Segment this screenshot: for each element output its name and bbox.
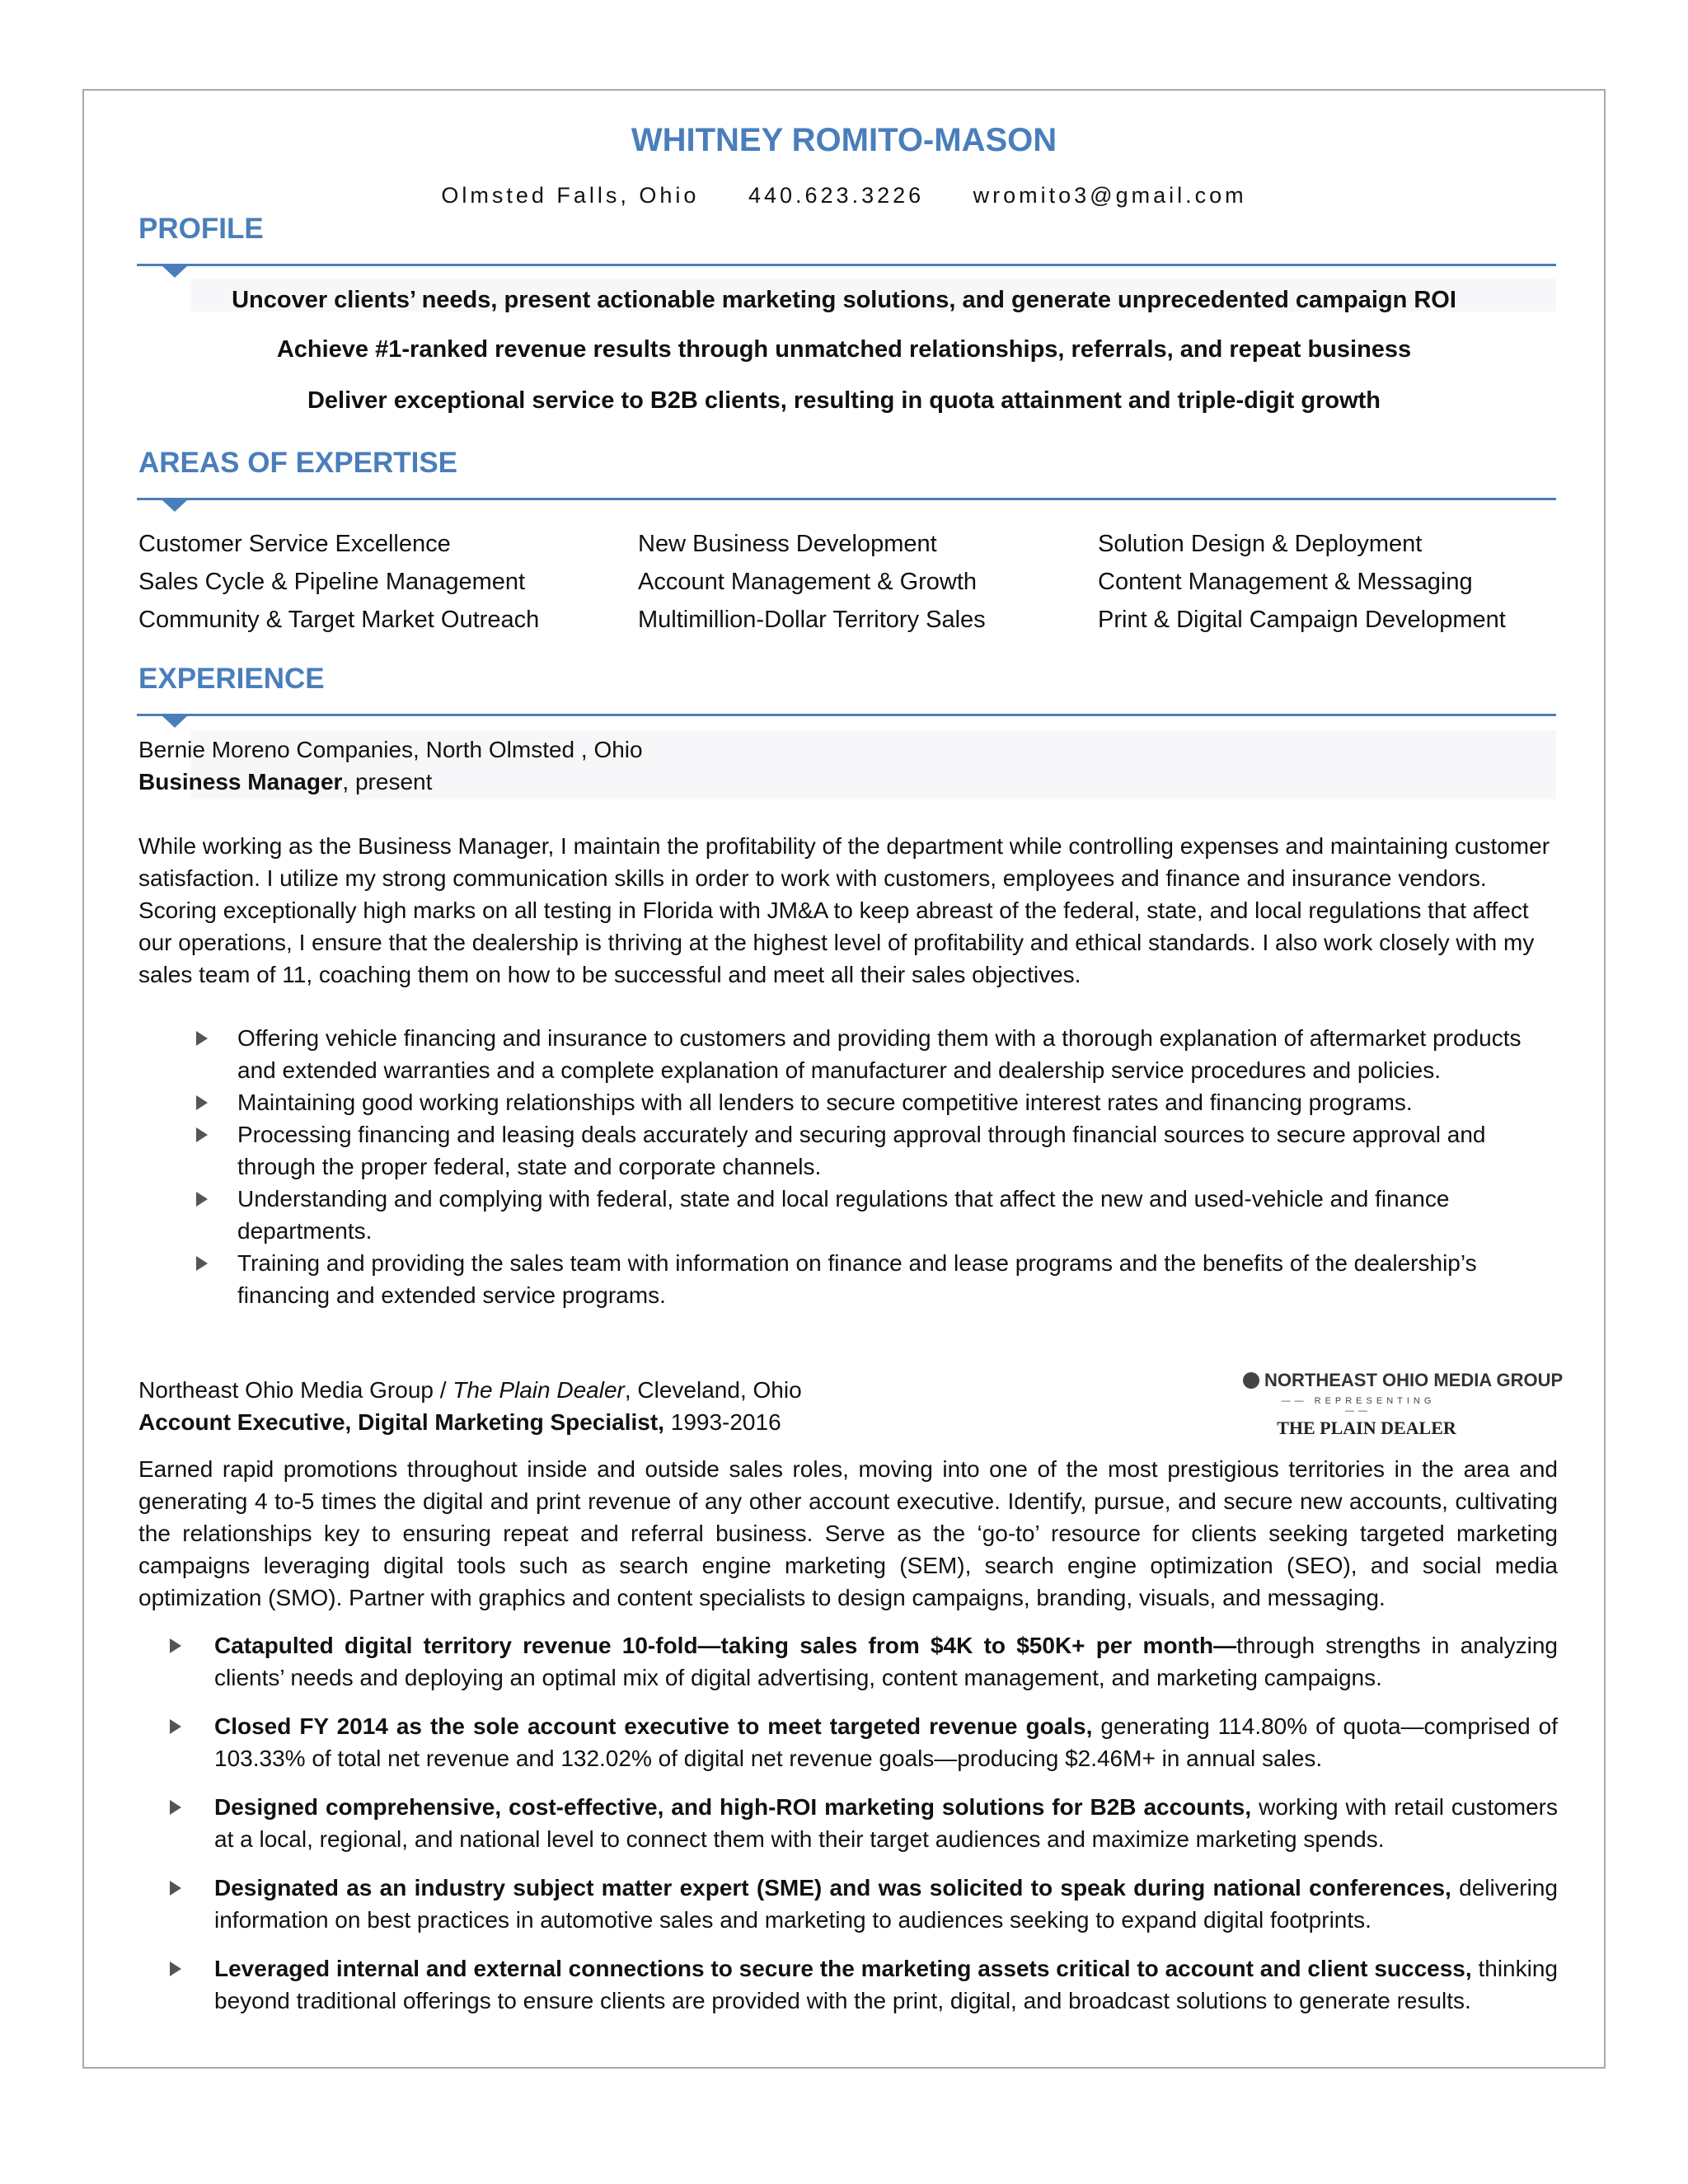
expertise-column-1	[138, 525, 633, 639]
expertise-item: Content Management & Messaging	[1098, 569, 1473, 595]
expertise-item: Print & Digital Campaign Development	[1098, 607, 1506, 633]
bullet-arrow-icon	[170, 1719, 181, 1734]
job2-bullet: Closed FY 2014 as the sole account executive to meet targeted revenue goals, generating 114.80% of quota—comprised of 103.33% of total net revenue and 132.02% of digital net revenue goals—producing $2.46M+ in annual sales.	[138, 1710, 1558, 1774]
job2-bullet: Designated as an industry subject matter expert (SME) and was solicited to speak during national conferences, delivering information on best practices in automotive sales and marketing to audiences seeking to expand digital footprints.	[138, 1872, 1558, 1936]
profile-line-2: Achieve #1-ranked revenue results through unmatched relationships, referrals, and repeat business	[276, 336, 1412, 363]
profile-marker-icon	[162, 265, 188, 278]
profile-rule	[137, 264, 1556, 266]
expertise-column-3	[1098, 525, 1559, 639]
contact-email[interactable]: wromito3@gmail.com	[973, 183, 1247, 208]
bullet-arrow-icon	[196, 1127, 208, 1142]
experience-heading: EXPERIENCE	[138, 663, 325, 695]
bullet-arrow-icon	[196, 1095, 208, 1110]
candidate-name: WHITNEY ROMITO-MASON	[631, 122, 1057, 158]
profile-line-1: Uncover clients’ needs, present actionable marketing solutions, and generate unprecedented campaign ROI	[232, 287, 1456, 313]
job1-bullet: Processing financing and leasing deals accurately and securing approval through financial sources to secure approval and through the proper federal, state and corporate channels.	[138, 1118, 1558, 1183]
contact-phone: 440.623.3226	[748, 183, 925, 208]
expertise-item: Community & Target Market Outreach	[138, 607, 540, 633]
contact-city: Olmsted Falls, Ohio	[441, 183, 700, 208]
bullet-arrow-icon	[170, 1881, 181, 1896]
job1-company: Bernie Moreno Companies, North Olmsted , Ohio	[138, 737, 643, 762]
job2-summary: Earned rapid promotions throughout inside and outside sales roles, moving into one of the most prestigious territories in the area and generating 4 to-5 times the digital and print revenue of any other account executive. Identify, pursue, and secure new accounts, cultivating the relationships key to ensuring repeat and referral business. Serve as the ‘go-to’ resource for clients seeking targeted marketing campaigns leveraging digital tools such as search engine marketing (SEM), search engine optimization (SEO), and social media optimization (SMO). Partner with graphics and content specialists to design campaigns, branding, visuals, and messaging.	[138, 1456, 1558, 1610]
expertise-item: Multimillion-Dollar Territory Sales	[638, 607, 986, 633]
job1-period: , present	[342, 769, 433, 794]
logo-plain-dealer: THE PLAIN DEALER	[1277, 1418, 1456, 1438]
experience-rule	[137, 714, 1556, 716]
bullet-arrow-icon	[196, 1031, 208, 1046]
job1-title-line	[138, 766, 1540, 798]
job1-bullet: Maintaining good working relationships with all lenders to secure competitive interest rates and financing programs.	[138, 1086, 1558, 1118]
expertise-item: New Business Development	[638, 531, 937, 557]
job2-company: Northeast Ohio Media Group / The Plain Dealer, Cleveland, Ohio	[138, 1377, 802, 1403]
logo-representing: —— REPRESENTING ——	[1281, 1396, 1436, 1416]
job2-bullet: Designed comprehensive, cost-effective, and high-ROI marketing solutions for B2B accounts, working with retail customers at a local, regional, and national level to connect them with their target audiences and maximize marketing spends.	[138, 1791, 1558, 1855]
experience-marker-icon	[162, 715, 188, 728]
resume-page	[82, 89, 1606, 2069]
job1-role: Business Manager	[138, 769, 343, 794]
profile-line-3: Deliver exceptional service to B2B clients, resulting in quota attainment and triple-digit growth	[307, 387, 1381, 414]
expertise-marker-icon	[162, 499, 188, 512]
contact-line	[84, 183, 1604, 209]
expertise-column-2	[638, 525, 1083, 639]
profile-heading: PROFILE	[138, 213, 264, 245]
logo-wordmark: NORTHEAST OHIO MEDIA GROUP	[1243, 1370, 1559, 1391]
bullet-arrow-icon	[196, 1256, 208, 1271]
bullet-arrow-icon	[170, 1961, 181, 1976]
bullet-arrow-icon	[170, 1638, 181, 1653]
job2-title-line	[138, 1406, 1210, 1438]
job2-bullet: Catapulted digital territory revenue 10-fold—taking sales from $4K to $50K+ per month—through strengths in analyzing clients’ needs and deploying an optimal mix of digital advertising, content management, and marketing campaigns.	[138, 1629, 1558, 1694]
job2-publication: The Plain Dealer	[452, 1377, 625, 1403]
expertise-heading: AREAS OF EXPERTISE	[138, 447, 458, 479]
job1-bullet: Understanding and complying with federal, state and local regulations that affect the new and used-vehicle and finance departments.	[138, 1183, 1558, 1247]
company-logo	[1243, 1370, 1564, 1439]
expertise-rule	[137, 498, 1556, 500]
job2-role: Account Executive, Digital Marketing Specialist,	[138, 1409, 664, 1435]
job1-bullet-list	[138, 1022, 1558, 1311]
job2-bullet-list	[138, 1629, 1558, 2017]
job1-bullet: Offering vehicle financing and insurance to customers and providing them with a thorough explanation of aftermarket products and extended warranties and a complete explanation of manufacturer and dealership service procedures and policies.	[138, 1022, 1558, 1086]
job1-summary: While working as the Business Manager, I maintain the profitability of the department while controlling expenses and maintaining customer satisfaction. I utilize my strong communication skills in order to work with customers, employees and finance and insurance vendors. Scoring exceptionally high marks on all testing in Florida with JM&A to keep abreast of the federal, state, and local regulations that affect our operations, I ensure that the dealership is thriving at the highest level of profitability and ethical standards. I also work closely with my sales team of 11, coaching them on how to be successful and meet all their sales objectives.	[138, 833, 1550, 987]
expertise-item: Customer Service Excellence	[138, 531, 451, 557]
expertise-item: Solution Design & Deployment	[1098, 531, 1423, 557]
bullet-arrow-icon	[196, 1192, 208, 1207]
expertise-item: Account Management & Growth	[638, 569, 978, 595]
expertise-item: Sales Cycle & Pipeline Management	[138, 569, 526, 595]
logo-circle-icon	[1243, 1372, 1259, 1389]
job2-bullet: Leveraged internal and external connections to secure the marketing assets critical to account and client success, thinking beyond traditional offerings to ensure clients are provided with the print, digital, and broadcast solutions to generate results.	[138, 1952, 1558, 2017]
job1-bullet: Training and providing the sales team with information on finance and lease programs and the benefits of the dealership’s financing and extended service programs.	[138, 1247, 1558, 1311]
bullet-arrow-icon	[170, 1800, 181, 1815]
job2-period: 1993-2016	[663, 1409, 781, 1435]
